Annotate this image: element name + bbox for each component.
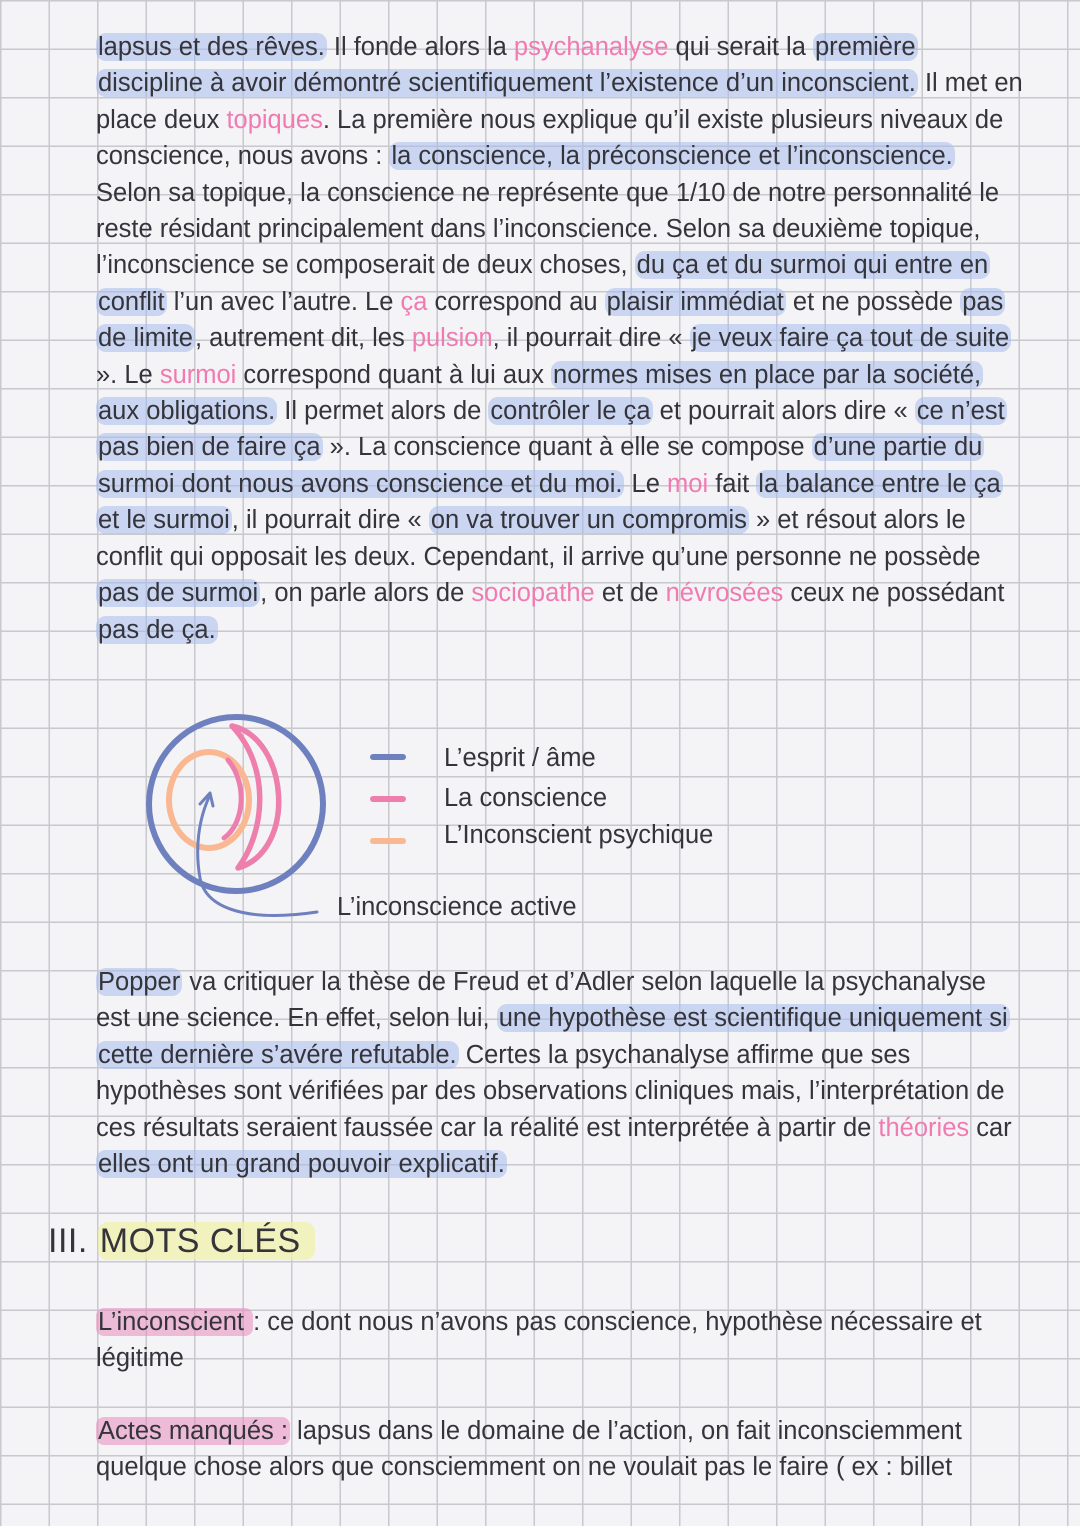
body-text: Le xyxy=(624,469,668,498)
legend-swatch-pink xyxy=(370,796,406,802)
legend-swatch-peach xyxy=(370,838,406,844)
body-text: ». La conscience quant à elle se compose xyxy=(322,433,812,462)
highlighted-text: lapsus et des rêves. xyxy=(98,33,325,61)
highlighted-text: d’une partie du surmoi dont nous avons conscience et du moi. xyxy=(98,433,983,498)
keyword-definition: : ce dont nous n’avons pas conscience, hypothèse nécessaire et légitime xyxy=(96,1308,982,1373)
highlighted-text: du ça et du surmoi qui entre en conflit xyxy=(98,251,989,316)
section-number: III. xyxy=(48,1222,88,1260)
body-text: et ne possède xyxy=(785,287,961,316)
highlighted-text: je veux faire ça tout de suite xyxy=(691,324,1010,353)
key-term: psychanalyse xyxy=(513,33,669,61)
body-text: ceux ne possédant xyxy=(783,579,1005,608)
highlighted-text: une hypothèse est scientifique uniquement si cette dernière s’avére refutable. xyxy=(98,1004,1008,1069)
keyword-term: L’inconscient xyxy=(98,1308,252,1336)
highlighted-text: ce n’est pas bien de faire ça xyxy=(98,397,1005,462)
legend-label-consciousness: La conscience xyxy=(444,784,608,812)
key-term: sociopathe xyxy=(471,579,595,608)
body-text: » et résout alors le conflit qui opposait les deux. Cependant, il arrive qu’une personne ne possède xyxy=(96,506,981,571)
highlighted-text: la balance entre le ça et le surmoi xyxy=(98,469,1001,535)
highlighted-text: plaisir immédiat xyxy=(606,287,784,316)
body-text: va critiquer la thèse de Freud et d’Adler selon laquelle la psychanalyse est une science. En effet, selon lui, xyxy=(96,968,986,1033)
highlighted-text: elles ont un grand pouvoir explicatif. xyxy=(98,1150,505,1179)
body-text: , autrement dit, les xyxy=(194,324,412,353)
highlighted-text: on va trouver un compromis xyxy=(430,506,747,535)
body-text: correspond au xyxy=(427,287,605,316)
body-text: , il pourrait dire « xyxy=(492,324,690,353)
highlighted-text: pas de ça. xyxy=(98,615,216,644)
legend-label-spirit: L’esprit / âme xyxy=(444,744,596,772)
section-title: MOTS CLÉS xyxy=(98,1222,315,1260)
body-text: et pourrait alors dire « xyxy=(652,397,915,426)
body-text: car xyxy=(969,1113,1012,1142)
keyword-definition: lapsus dans le domaine de l’action, on fait inconsciemment quelque chose alors que consciemment on ne voulait pas le faire ( ex : billet xyxy=(96,1417,962,1482)
highlighted-text: pas de limite xyxy=(98,287,1004,353)
body-text: qui serait la xyxy=(668,33,813,61)
key-term: moi xyxy=(667,469,709,498)
body-text: , il pourrait dire « xyxy=(231,506,429,535)
highlighted-text: Popper xyxy=(98,968,181,996)
section-heading-keywords xyxy=(48,1222,315,1261)
keyword-term: Actes manqués : xyxy=(98,1417,288,1445)
body-text: ». Le xyxy=(96,360,160,389)
body-text: Il met en place deux xyxy=(96,69,1023,134)
body-text: fait xyxy=(708,469,757,498)
legend-label-unconscious: L’Inconscient psychique xyxy=(444,821,714,849)
body-text: Selon sa topique, la conscience ne représente que 1/10 de notre personnalité le reste résidant principalement dans l’inconscience. Selon sa deuxième topique, l’inconscience se composerait de deux choses, xyxy=(96,178,1000,280)
key-term: topiques xyxy=(226,105,323,134)
key-term: névrosées xyxy=(665,579,784,608)
popper-paragraph xyxy=(96,964,1026,1182)
body-text: , on parle alors de xyxy=(260,579,472,608)
psychoanalysis-paragraph xyxy=(96,29,1026,648)
spirit-circle xyxy=(149,717,323,891)
body-text: Certes la psychanalyse affirme que ses hypothèses sont vérifiées par des observations cliniques mais, l’interprétation de ces résultats seraient faussée car la réalité est interprétée à partir de xyxy=(96,1040,1005,1142)
key-term: pulsion xyxy=(411,324,493,353)
highlighted-text: première discipline à avoir démontré scientifiquement l’existence d’un inconscient. xyxy=(98,33,916,98)
body-text: et de xyxy=(594,579,666,608)
psyche-diagram xyxy=(140,700,340,930)
body-text: l’un avec l’autre. Le xyxy=(166,287,401,316)
body-text: correspond quant à lui aux xyxy=(236,360,552,389)
active-unconscious-label: L’inconscience active xyxy=(337,893,577,921)
key-term: surmoi xyxy=(159,360,237,389)
legend-swatch-blue xyxy=(370,754,406,760)
key-term: ça xyxy=(400,287,428,316)
body-text: Il permet alors de xyxy=(277,397,489,426)
body-text: Il fonde alors la xyxy=(326,33,514,61)
highlighted-text: pas de surmoi xyxy=(98,579,259,608)
key-term: théories xyxy=(878,1113,970,1142)
keyword-failed-acts xyxy=(96,1413,1026,1486)
keyword-unconscious xyxy=(96,1304,1026,1377)
highlighted-text: normes mises en place par la société, aux obligations. xyxy=(98,360,982,426)
highlighted-text: contrôler le ça xyxy=(490,397,651,426)
highlighted-text: la conscience, la préconscience et l’inconscience. xyxy=(391,142,953,171)
body-text: . La première nous explique qu’il existe plusieurs niveaux de conscience, nous avons : xyxy=(96,105,1004,171)
